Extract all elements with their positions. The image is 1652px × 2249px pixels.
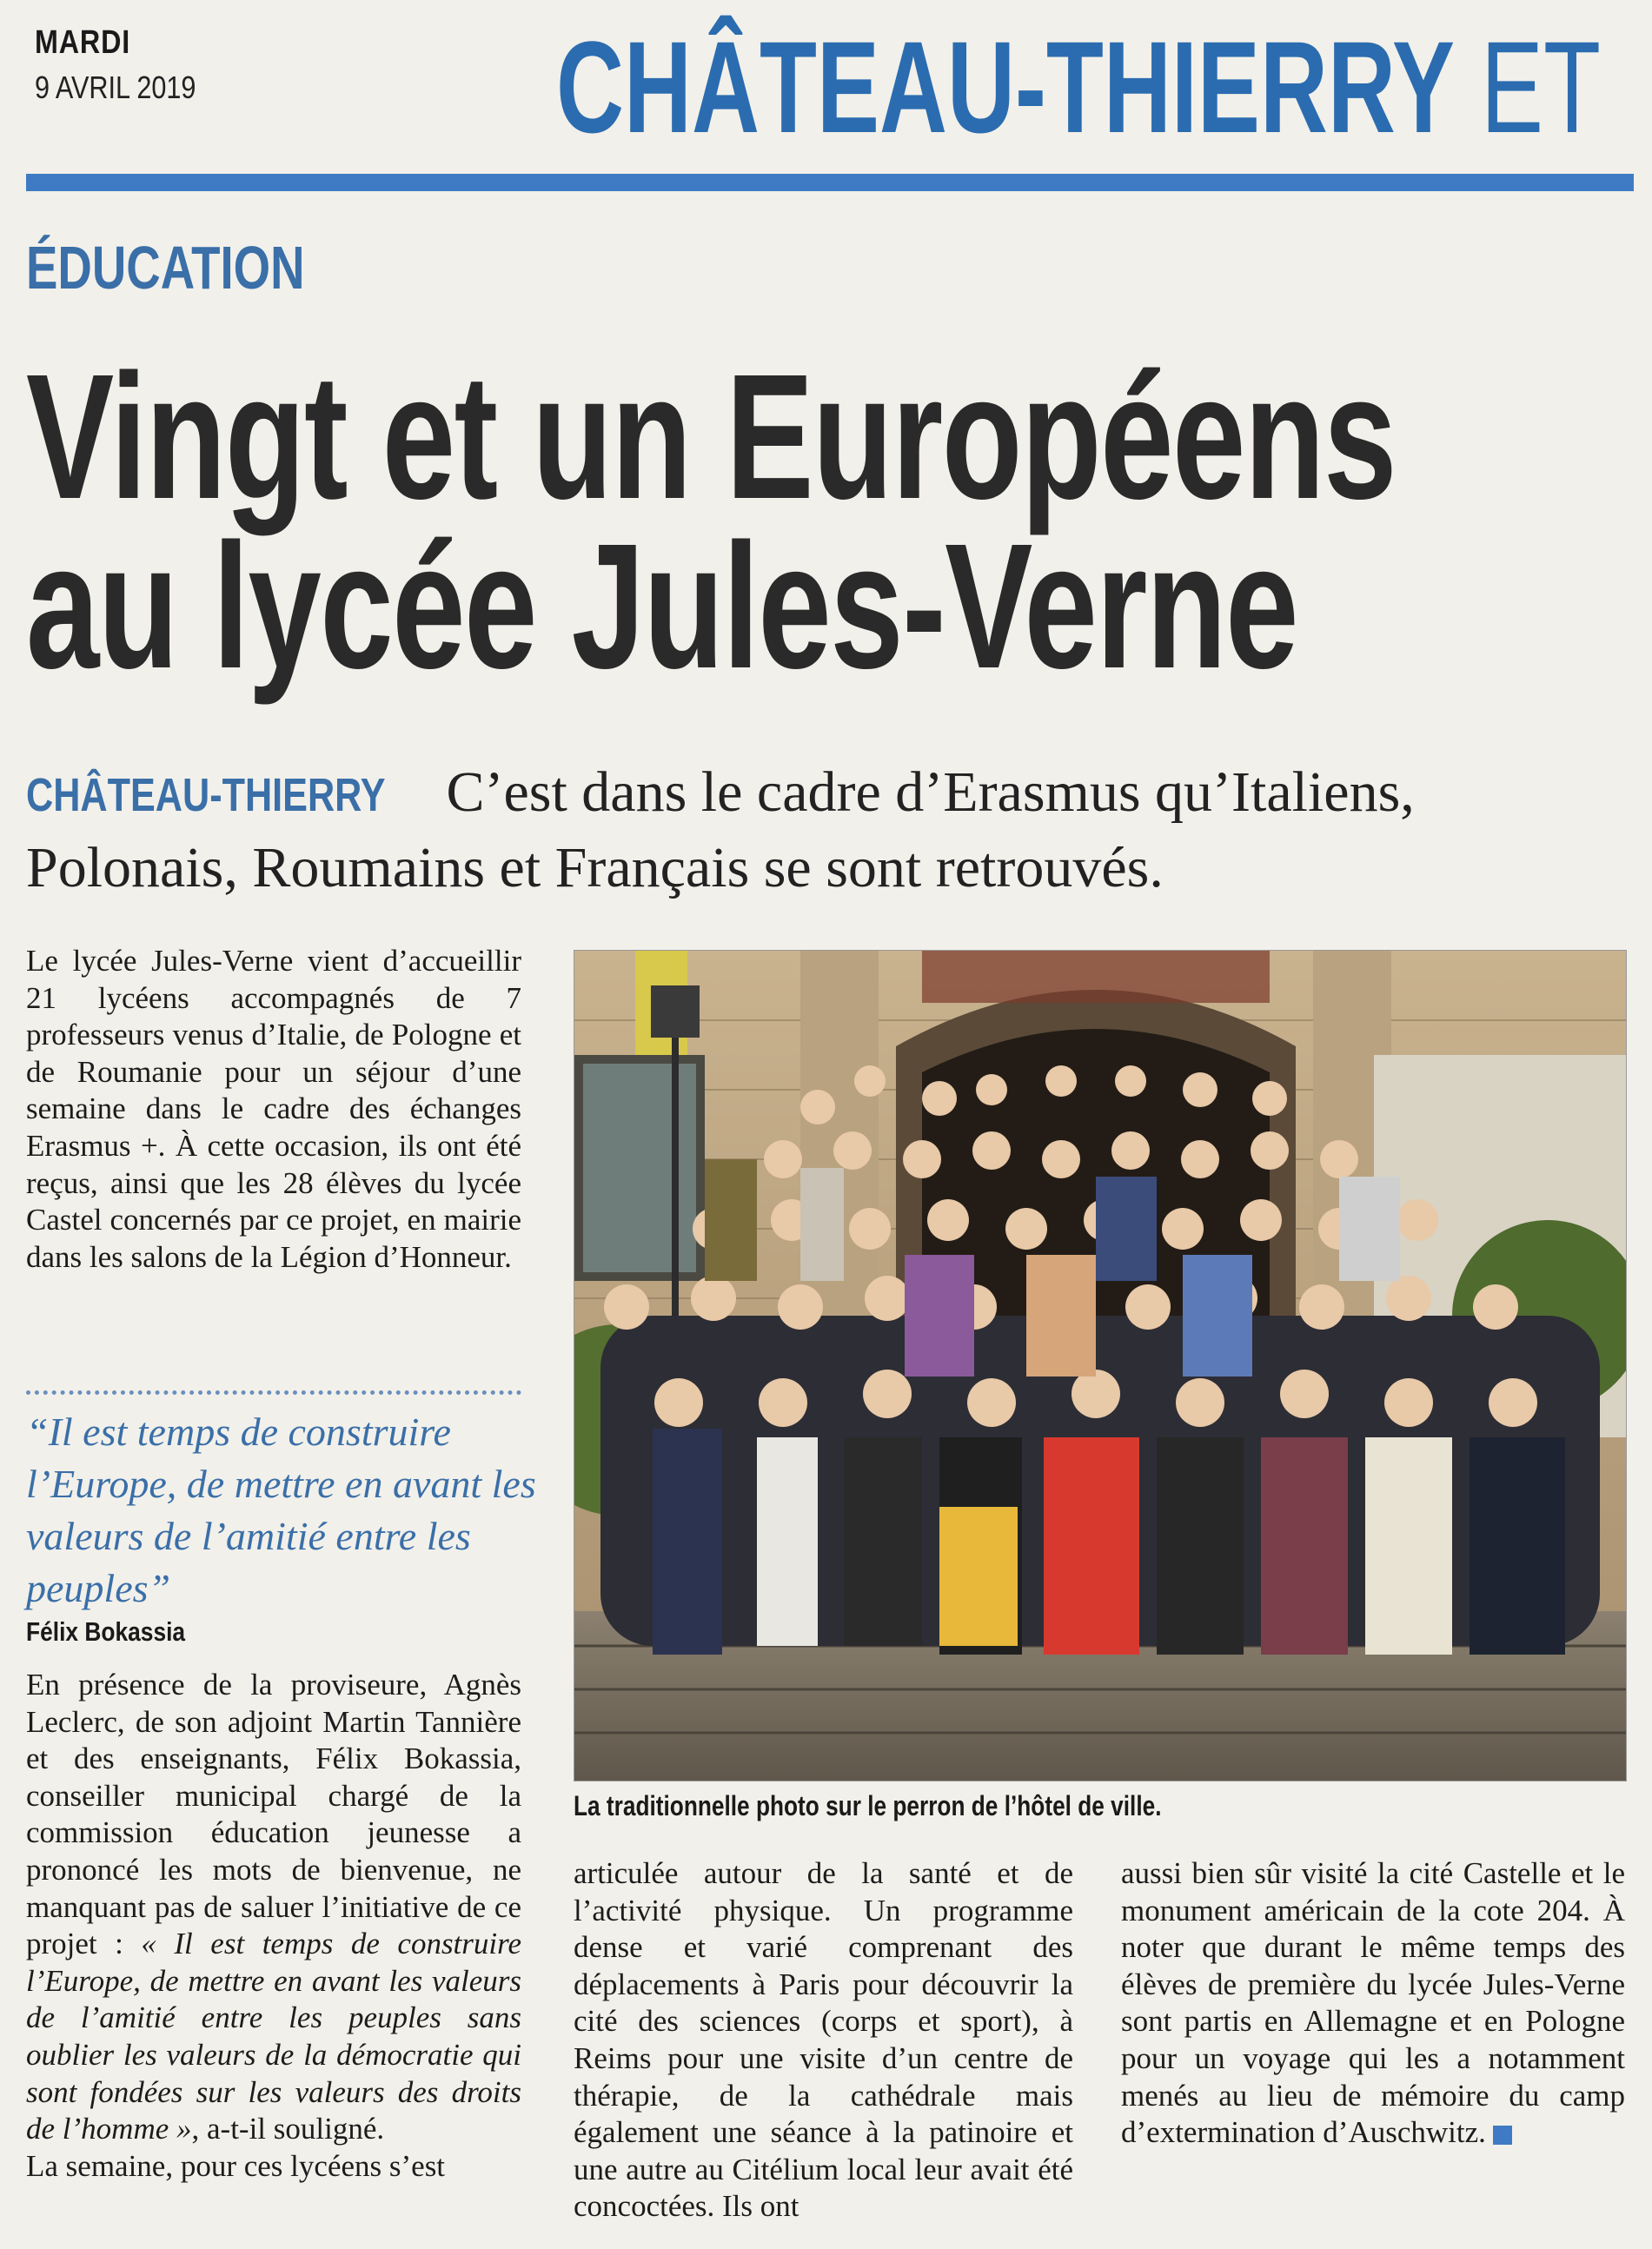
page-header <box>0 0 1652 187</box>
article-kicker: ÉDUCATION <box>26 234 305 302</box>
body-text-2: articulée autour de la santé et de l’activité physique. Un programme dense et varié comprenant des déplacements à Paris pour découvrir la cité des sciences (corps et sport), à Reims pour une visite d’un centre de thérapie, de la cathédrale mais également une séance à la patinoire et une autre au Citélium local leur avait été concoctées. Ils ont <box>574 1856 1073 2224</box>
article-headline <box>26 337 1396 706</box>
edition-date: 9 AVRIL 2019 <box>35 70 196 105</box>
article-end-mark <box>1493 2126 1512 2145</box>
body-text-1a: En présence de la proviseure, Agnès Leclerc, de son adjoint Martin Tannière et des enseignants, Félix Bokassia, conseiller municipal chargé de la commission éducation jeunesse a prononcé les mots de bienvenue, ne manquant pas de saluer l’initiative de ce projet : <box>26 1668 521 1961</box>
edition-day: MARDI <box>35 24 131 61</box>
body-column-2 <box>574 1855 1073 2226</box>
intro-text: Le lycée Jules-Verne vient d’accueillir 21 lycéens accompagnés de 7 professeurs venus d’Italie, de Pologne et de Roumanie pour un séjour d’une semaine dans le cadre des échanges Erasmus +. À cette occasion, ils ont été reçus, ainsi que les 28 élèves du lycée Castel concernés par ce projet, en mairie dans les salons de la Légion d’Honneur. <box>26 944 521 1274</box>
intro-paragraph <box>26 943 521 1276</box>
body-column-3 <box>1121 1855 1625 2152</box>
quote-divider <box>26 1390 521 1395</box>
pull-quote-author: Félix Bokassia <box>26 1616 186 1647</box>
body-quote: « Il est temps de construire l’Europe, de mettre en avant les valeurs de l’amitié entre les peuples sans oublier les valeurs de la démocratie qui sont fondées sur les valeurs des droits de l’homme » <box>26 1927 521 2146</box>
section-title-main: CHÂTEAU-THIERRY <box>556 14 1455 160</box>
section-title <box>556 14 1601 160</box>
body-text-1b: , a-t-il souligné. <box>191 2112 385 2146</box>
pull-quote: “Il est temps de construire l’Europe, de mettre en avant les valeurs de l’amitié entre les peuples” <box>26 1410 536 1610</box>
standfirst-text: C’est dans le cadre d’Erasmus qu’Italiens, Polonais, Roumains et Français se sont retrouvés. <box>26 760 1415 899</box>
body-column-1 <box>26 1667 521 2185</box>
group-photo-illustration <box>574 951 1626 1781</box>
headline-line-2: au lycée Jules-Verne <box>26 507 1298 706</box>
standfirst-location: CHÂTEAU-THIERRY <box>26 769 386 821</box>
photo-caption: La traditionnelle photo sur le perron de l’hôtel de ville. <box>574 1790 1162 1821</box>
article-standfirst <box>26 756 1625 905</box>
body-paragraph-3 <box>1121 1855 1625 2152</box>
header-rule <box>26 174 1634 191</box>
section-title-suffix: ET <box>1480 14 1601 160</box>
headline-line-1: Vingt et un Européens <box>26 337 1396 536</box>
body-paragraph-2: La semaine, pour ces lycéens s’est <box>26 2148 446 2183</box>
body-text-3: aussi bien sûr visité la cité Castelle et le monument américain de la cote 204. À noter que durant le même temps des élèves de première du lycée Jules-Verne sont partis en Allemagne et en Pologne pour un voyage qui les a notamment menés au lieu de mémoire du camp d’extermination d’Auschwitz. <box>1121 1856 1625 2150</box>
group-photo <box>574 950 1627 1781</box>
body-paragraph-1 <box>26 1667 521 2148</box>
